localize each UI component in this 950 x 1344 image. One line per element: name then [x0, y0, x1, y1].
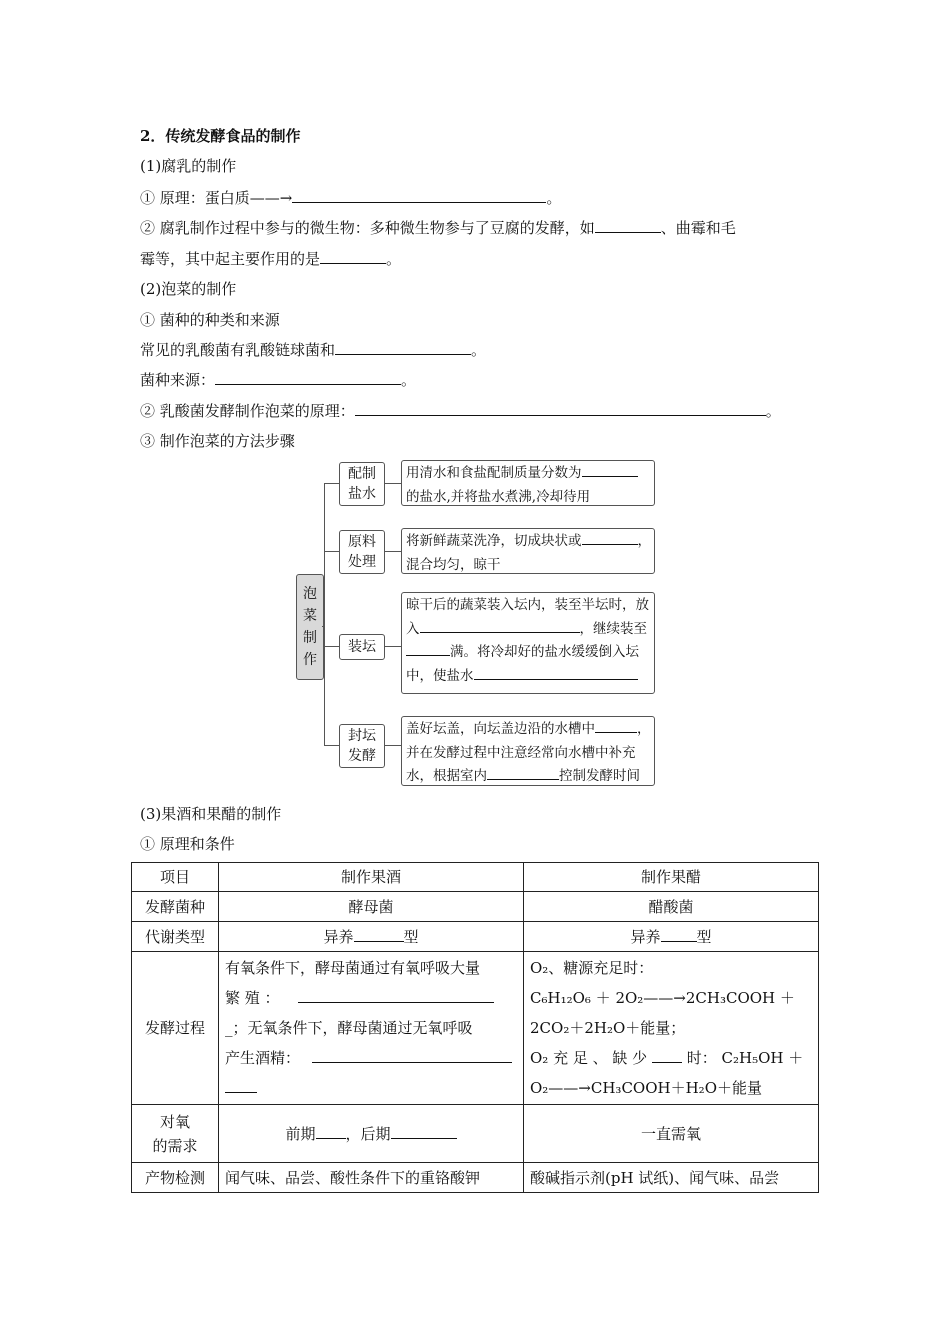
blank[interactable]: [487, 765, 559, 780]
blank[interactable]: [312, 1048, 512, 1063]
blank[interactable]: [335, 340, 471, 355]
table-cell: 前期 ，后期: [219, 1105, 524, 1163]
step-description: 将新鲜蔬菜洗净，切成块状或 ， 混合均匀，晾干: [401, 528, 655, 574]
table-row: [132, 1163, 819, 1193]
sec1-principle: ① 原理：蛋白质——→ 。: [140, 189, 562, 207]
step-description: 晾干后的蔬菜装入坛内，装至半坛时，放 入 ，继续装至 满。将冷却好的盐水缓缓倒入坛 中，使盐水: [401, 592, 655, 694]
step-label: 原料 处理: [339, 530, 385, 574]
table-cell: 酸碱指示剂(pH 试纸)、闻气味、品尝: [524, 1163, 819, 1193]
sec1-microbes-line1: ② 腐乳制作过程中参与的微生物：多种微生物参与了豆腐的发酵，如 、曲霉和毛: [140, 219, 736, 237]
blank[interactable]: [225, 1078, 257, 1093]
connector: [384, 745, 401, 746]
table-header: 项目: [132, 863, 219, 892]
comparison-table: [131, 862, 819, 1193]
table-cell: O₂、糖源充足时： C₆H₁₂O₆ ＋ 2O₂——→2CH₃COOH ＋ 2CO₂＋2H₂O＋能量； O₂ 充 足 、 缺 少 时： C₂H₅OH ＋ O₂——→CH₃COOH＋H₂O＋能量: [524, 952, 819, 1105]
blank[interactable]: [298, 988, 494, 1003]
blank[interactable]: [661, 927, 697, 942]
table-row: [132, 1105, 819, 1163]
table-cell: 发酵过程: [132, 952, 219, 1105]
connector: [384, 551, 401, 552]
table-header: 制作果酒: [219, 863, 524, 892]
section-heading: 2．传统发酵食品的制作: [140, 127, 301, 145]
connector: [324, 483, 325, 745]
sec3-item1: ① 原理和条件: [140, 835, 235, 853]
blank[interactable]: [391, 1124, 457, 1139]
blank[interactable]: [406, 641, 450, 656]
step-description: 用清水和食盐配制质量分数为 的盐水,并将盐水煮沸,冷却待用: [401, 460, 655, 506]
blank[interactable]: [582, 530, 638, 545]
table-header: 制作果醋: [524, 863, 819, 892]
blank[interactable]: [474, 665, 638, 680]
table-cell: 一直需氧: [524, 1105, 819, 1163]
table-cell: 发酵菌种: [132, 892, 219, 922]
sec2-principle: ② 乳酸菌发酵制作泡菜的原理： 。: [140, 402, 781, 420]
table-cell: 异养 型: [219, 922, 524, 952]
blank[interactable]: [320, 249, 386, 264]
sec2-source: 菌种来源： 。: [140, 371, 417, 389]
step-label: 封坛 发酵: [339, 724, 385, 768]
table-row: [132, 863, 819, 892]
table-row: [132, 922, 819, 952]
blank[interactable]: [215, 370, 401, 385]
blank[interactable]: [595, 718, 637, 733]
sec1-title: (1)腐乳的制作: [140, 157, 237, 175]
step-label: 配制 盐水: [339, 462, 385, 506]
sec2-title: (2)泡菜的制作: [140, 280, 237, 298]
table-cell: 产物检测: [132, 1163, 219, 1193]
blank[interactable]: [355, 401, 766, 416]
connector: [324, 745, 339, 746]
connector: [384, 646, 401, 647]
blank[interactable]: [582, 462, 638, 477]
connector: [324, 483, 339, 484]
connector: [324, 646, 339, 647]
blank[interactable]: [292, 188, 546, 203]
step-label: 装坛: [339, 634, 385, 660]
table-cell: 异养 型: [524, 922, 819, 952]
connector: [324, 551, 339, 552]
sec2-lactic-bacteria: 常见的乳酸菌有乳酸链球菌和 。: [140, 341, 487, 359]
blank[interactable]: [316, 1124, 346, 1139]
table-cell: 醋酸菌: [524, 892, 819, 922]
table-cell: 有氧条件下，酵母菌通过有氧呼吸大量 繁 殖 ： _；无氧条件下，酵母菌通过无氧呼吸 产生酒精：: [219, 952, 524, 1105]
table-cell: 酵母菌: [219, 892, 524, 922]
blank[interactable]: [420, 618, 580, 633]
table-row: [132, 952, 819, 1105]
sec1-microbes-line2: 霉等，其中起主要作用的是 。: [140, 250, 402, 268]
blank[interactable]: [652, 1048, 682, 1063]
step-description: 盖好坛盖，向坛盖边沿的水槽中 ， 并在发酵过程中注意经常向水槽中补充 水，根据室内 控制发酵时间: [401, 716, 655, 786]
table-cell: 闻气味、品尝、酸性条件下的重铬酸钾: [219, 1163, 524, 1193]
diagram-root: 泡 菜 制 作: [296, 574, 324, 680]
table-cell: 代谢类型: [132, 922, 219, 952]
table-cell: 对氧 的需求: [132, 1105, 219, 1163]
sec2-steps-title: ③ 制作泡菜的方法步骤: [140, 432, 295, 450]
table-row: [132, 892, 819, 922]
sec2-item1: ① 菌种的种类和来源: [140, 311, 280, 329]
sec3-title: (3)果酒和果醋的制作: [140, 805, 282, 823]
blank[interactable]: [354, 927, 404, 942]
connector: [384, 483, 401, 484]
blank[interactable]: [595, 218, 661, 233]
